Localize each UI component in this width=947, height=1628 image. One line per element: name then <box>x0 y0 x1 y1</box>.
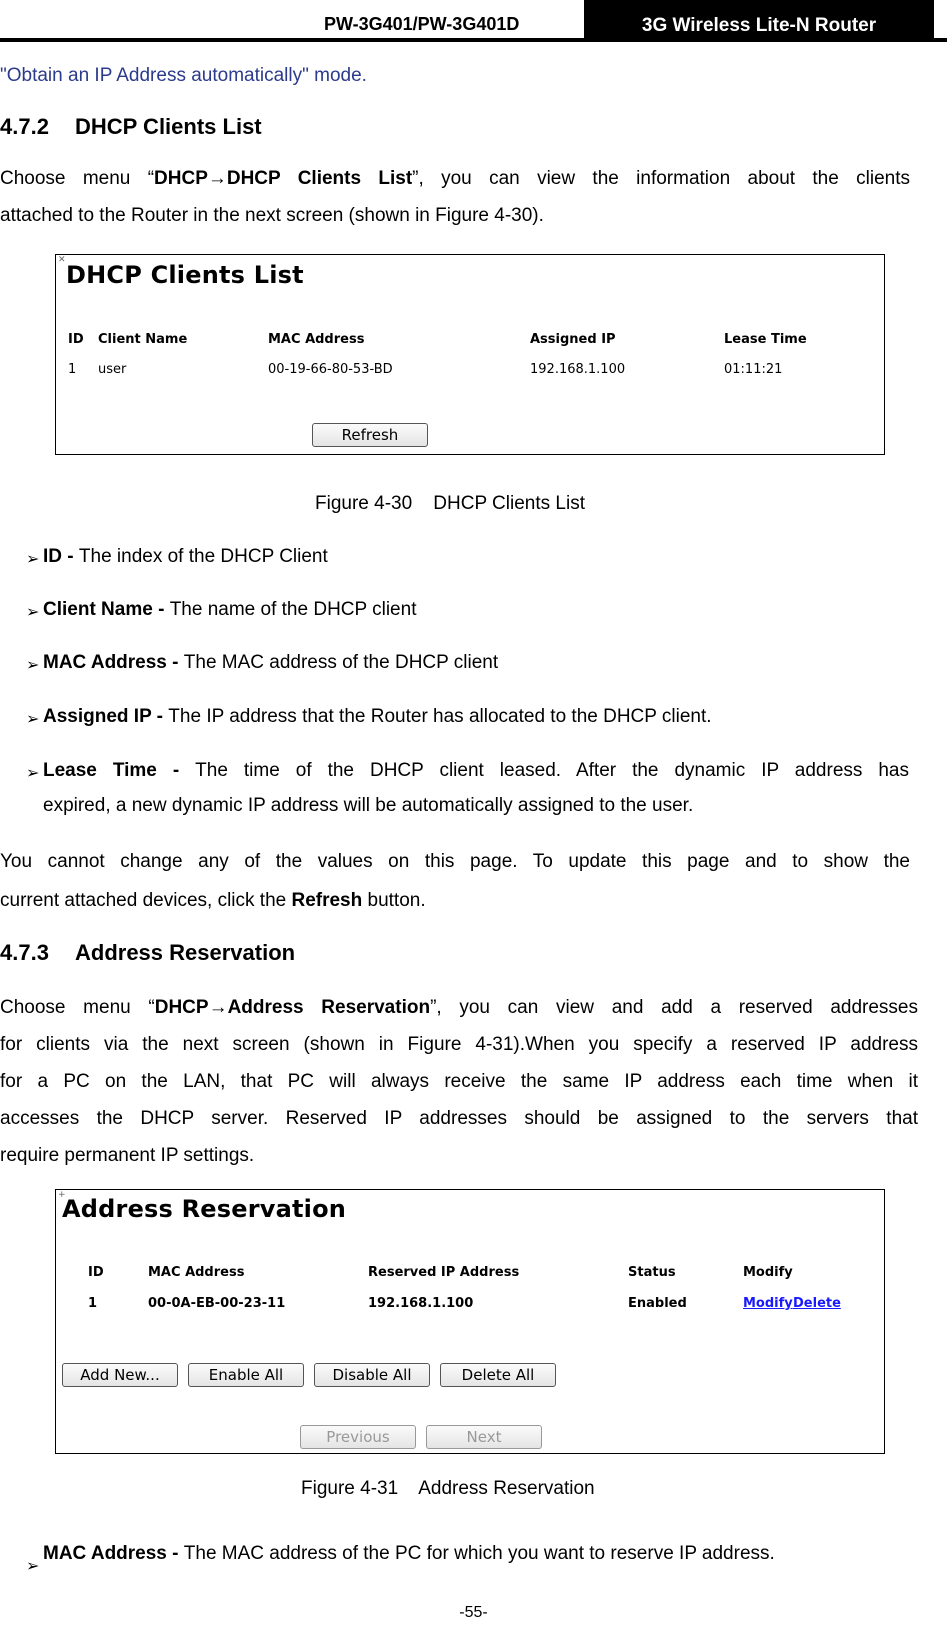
note-line-1: You cannot change any of the values on this page. To update this page and to show the <box>0 851 910 872</box>
paragraph-menu-dhcp-clients <box>0 160 910 197</box>
screenshot-title: Address Reservation <box>62 1195 347 1223</box>
column-header-client-name: Client Name <box>98 332 188 347</box>
para-line-1 <box>0 989 918 1026</box>
para-line-4: accesses the DHCP server. Reserved IP addresses should be assigned to the servers that <box>0 1108 918 1129</box>
bullet-icon: ➢ <box>26 551 40 568</box>
cell-mac-address: 00-19-66-80-53-BD <box>268 362 393 377</box>
section-title: DHCP Clients List <box>75 114 262 139</box>
figure-caption-4-30: Figure 4-30 DHCP Clients List <box>315 493 585 514</box>
bullet-term: MAC Address - <box>43 652 184 673</box>
header-model: PW-3G401/PW-3G401D <box>324 14 520 34</box>
add-new-button[interactable]: Add New... <box>62 1363 178 1387</box>
address-reservation-screenshot <box>55 1189 885 1454</box>
header-rule <box>0 38 947 42</box>
text-run: Choose menu “ <box>0 997 155 1018</box>
column-header-modify: Modify <box>743 1265 793 1280</box>
section-heading-4-7-3 <box>0 940 295 966</box>
bullet-term: Lease Time - <box>43 760 196 781</box>
column-header-mac-address: MAC Address <box>268 332 365 347</box>
cell-id: 1 <box>68 362 77 377</box>
section-heading-4-7-2 <box>0 114 262 140</box>
section-title: Address Reservation <box>75 940 296 965</box>
column-header-id: ID <box>88 1265 104 1280</box>
menu-path: DHCP→DHCP Clients List <box>154 168 413 189</box>
cell-assigned-ip: 192.168.1.100 <box>530 362 626 377</box>
bullet-text: The MAC address of the PC for which you want to reserve IP address. <box>183 1543 775 1564</box>
refresh-button[interactable]: Refresh <box>312 423 428 447</box>
delete-all-button[interactable]: Delete All <box>440 1363 556 1387</box>
bullet-text: The time of the DHCP client leased. After the dynamic IP address has <box>195 760 909 781</box>
column-header-id: ID <box>68 332 84 347</box>
cell-client-name: user <box>98 362 127 377</box>
cell-lease-time: 01:11:21 <box>724 362 783 377</box>
column-header-assigned-ip: Assigned IP <box>530 332 616 347</box>
bullet-id <box>43 546 328 568</box>
para-line-2: for clients via the next screen (shown in Figure 4-31).When you specify a reserved IP address <box>0 1034 918 1055</box>
text-run: ”, you can view the information about the clients <box>412 168 910 189</box>
paragraph-line: attached to the Router in the next screen (shown in Figure 4-30). <box>0 205 544 226</box>
section-number: 4.7.3 <box>0 940 49 965</box>
bullet-lease-time <box>43 760 909 782</box>
bullet-text: The IP address that the Router has allocated to the DHCP client. <box>168 706 712 727</box>
dhcp-clients-list-screenshot <box>55 254 885 455</box>
bullet-icon: ➢ <box>26 765 40 782</box>
intro-line: "Obtain an IP Address automatically" mode. <box>0 65 367 86</box>
delete-link[interactable]: Delete <box>793 1296 841 1311</box>
cell-id: 1 <box>88 1296 98 1311</box>
column-header-status: Status <box>628 1265 676 1280</box>
bullet-mac-address-reservation <box>43 1543 775 1565</box>
screenshot-title: DHCP Clients List <box>66 261 304 289</box>
previous-button[interactable]: Previous <box>300 1425 416 1449</box>
text-run: ”, you can view and add a reserved addresses <box>430 997 919 1018</box>
bullet-text: The name of the DHCP client <box>169 599 417 620</box>
bullet-icon: ➢ <box>26 711 40 728</box>
text-run: Choose menu “ <box>0 168 155 189</box>
bullet-term: Client Name - <box>43 599 170 620</box>
corner-icon: + <box>58 1190 66 1200</box>
page-header <box>0 0 947 42</box>
menu-path: DHCP→Address Reservation <box>154 997 431 1018</box>
bullet-term: ID - <box>43 546 79 567</box>
bullet-icon: ➢ <box>26 657 40 674</box>
bullet-term: Assigned IP - <box>43 706 169 727</box>
refresh-keyword: Refresh <box>291 890 363 911</box>
bullet-client-name <box>43 599 416 621</box>
text-run: button. <box>362 890 426 911</box>
bullet-mac-address <box>43 652 498 674</box>
disable-all-button[interactable]: Disable All <box>314 1363 430 1387</box>
bullet-text: The index of the DHCP Client <box>78 546 328 567</box>
cell-reserved-ip: 192.168.1.100 <box>368 1296 474 1311</box>
cell-status: Enabled <box>628 1296 687 1311</box>
modify-link[interactable]: Modify <box>743 1296 793 1311</box>
column-header-lease-time: Lease Time <box>724 332 807 347</box>
bullet-assigned-ip <box>43 706 712 728</box>
note-line-2 <box>0 882 426 919</box>
bullet-icon: ➢ <box>26 1558 40 1575</box>
para-line-3: for a PC on the LAN, that PC will always receive the same IP address each time when it <box>0 1071 918 1092</box>
cell-mac-address: 00-0A-EB-00-23-11 <box>148 1296 286 1311</box>
next-button[interactable]: Next <box>426 1425 542 1449</box>
header-product: 3G Wireless Lite-N Router <box>584 0 934 40</box>
bullet-lease-time-line2: expired, a new dynamic IP address will be automatically assigned to the user. <box>43 795 694 816</box>
column-header-mac-address: MAC Address <box>148 1265 245 1280</box>
bullet-text: The MAC address of the DHCP client <box>183 652 499 673</box>
text-run: current attached devices, click the <box>0 890 292 911</box>
figure-caption-4-31: Figure 4-31 Address Reservation <box>301 1478 595 1499</box>
section-number: 4.7.2 <box>0 114 49 139</box>
column-header-reserved-ip: Reserved IP Address <box>368 1265 520 1280</box>
bullet-term: MAC Address - <box>43 1543 184 1564</box>
para-line-5: require permanent IP settings. <box>0 1145 255 1166</box>
corner-icon: ✕ <box>58 255 66 265</box>
bullet-icon: ➢ <box>26 604 40 621</box>
page-number: -55- <box>459 1604 488 1621</box>
enable-all-button[interactable]: Enable All <box>188 1363 304 1387</box>
